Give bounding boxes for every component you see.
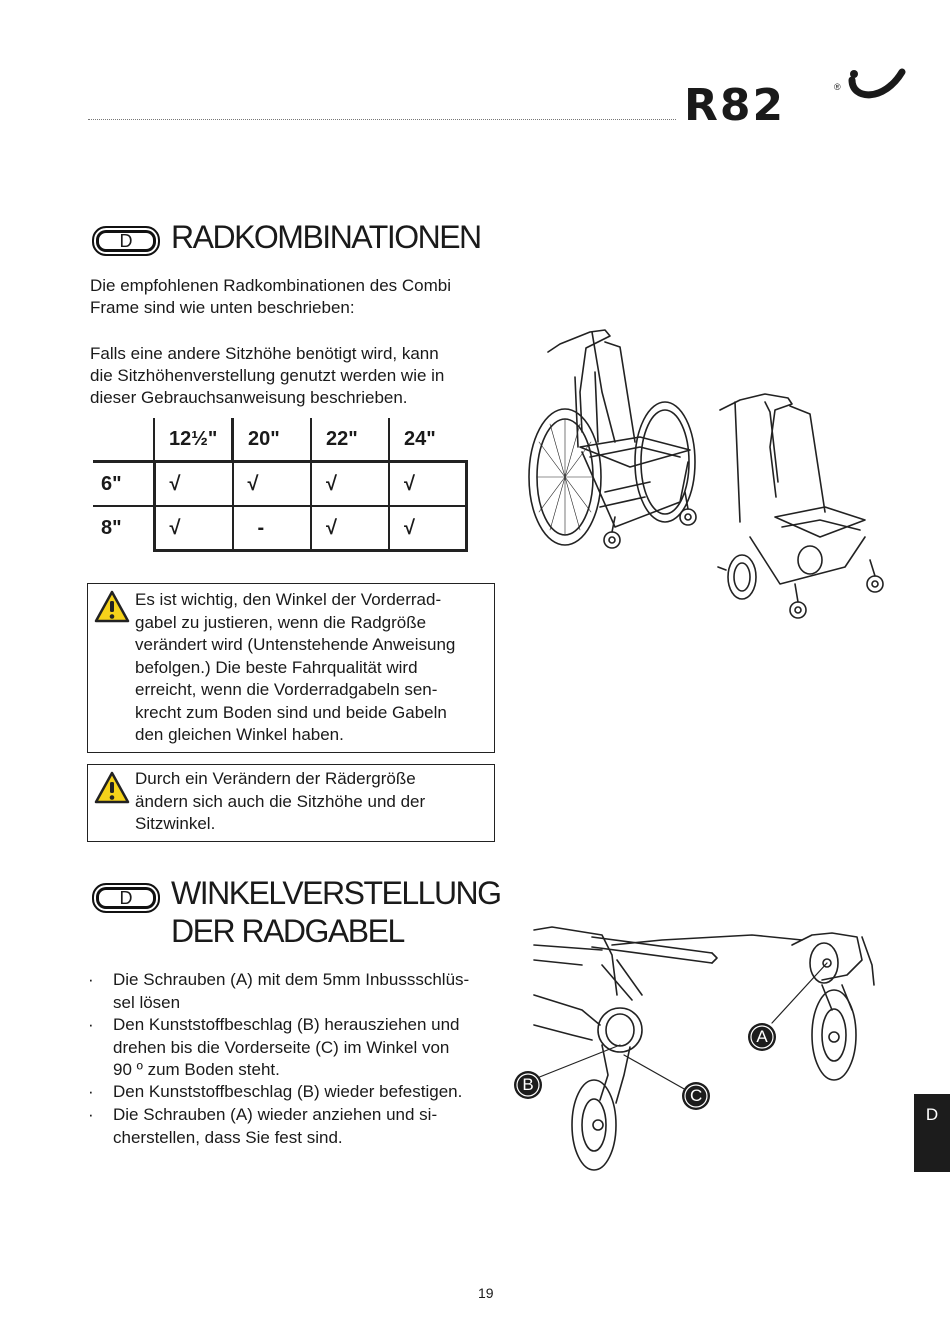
table-header-cell: 24" bbox=[389, 418, 466, 462]
page-number: 19 bbox=[478, 1285, 494, 1301]
callout-c-label: C bbox=[690, 1086, 703, 1105]
table-cell: √ bbox=[389, 506, 466, 551]
seat-height-paragraph: Falls eine andere Sitzhöhe benötigt wird, kann die Sitzhöhenverstellung genutzt werden wie in dieser Gebrauchsanweisung beschrieben. bbox=[90, 344, 445, 407]
section-title-line2: DER RADGABEL bbox=[171, 913, 404, 949]
callout-b-label: B bbox=[522, 1075, 534, 1094]
table-cell: √ bbox=[233, 462, 312, 507]
table-row-label: 6" bbox=[93, 462, 154, 507]
table-cell: √ bbox=[154, 506, 233, 551]
wheelchair-frames-illustration bbox=[520, 322, 890, 627]
intro-paragraph: Die empfohlenen Radkombinationen des Combi Frame sind wie unten beschrieben: bbox=[90, 276, 451, 317]
wheel-combination-table bbox=[93, 418, 468, 552]
language-badge: D bbox=[92, 883, 160, 913]
callout-a-label: A bbox=[756, 1027, 768, 1046]
table-corner-cell bbox=[93, 418, 154, 462]
logo-registered-mark: ® bbox=[834, 82, 841, 92]
warning-text: Es ist wichtig, den Winkel der Vorderrad- gabel zu justieren, wenn die Radgröße verändert wird (Untenstehende Anweisung befolgen.) Die beste Fahrqualität wird erreicht, wenn die Vorderradgabeln sen- krecht zum Boden sind und beide Gabeln den gleichen Winkel haben. bbox=[135, 590, 456, 744]
table-row bbox=[93, 462, 466, 507]
header-dotted-rule bbox=[88, 119, 676, 120]
warning-box-fork-angle bbox=[87, 583, 495, 753]
table-header-cell: 12½" bbox=[154, 418, 233, 462]
table-header-row bbox=[93, 418, 466, 462]
section-title-radkombinationen: RADKOMBINATIONEN bbox=[171, 219, 481, 255]
language-badge: D bbox=[92, 226, 160, 256]
table-row bbox=[93, 506, 466, 551]
table-header-cell: 22" bbox=[311, 418, 389, 462]
language-side-tab: D bbox=[914, 1094, 950, 1172]
warning-text: Durch ein Verändern der Rädergröße ändern sich auch die Sitzhöhe und der Sitzwinkel. bbox=[135, 769, 426, 833]
table-header-cell: 20" bbox=[233, 418, 312, 462]
logo-text: R82 bbox=[684, 80, 786, 131]
table-cell: √ bbox=[311, 506, 389, 551]
section-title-line1: WINKELVERSTELLUNG bbox=[171, 875, 501, 911]
wheel-fork-detail-illustration bbox=[512, 925, 884, 1175]
warning-box-seat-height bbox=[87, 764, 495, 842]
warning-triangle-icon bbox=[94, 771, 130, 805]
r82-logo-swoosh-icon bbox=[844, 66, 906, 106]
table-cell: - bbox=[233, 506, 312, 551]
table-cell: √ bbox=[311, 462, 389, 507]
warning-triangle-icon bbox=[94, 590, 130, 624]
table-row-label: 8" bbox=[93, 506, 154, 551]
table-cell: √ bbox=[389, 462, 466, 507]
table-cell: √ bbox=[154, 462, 233, 507]
